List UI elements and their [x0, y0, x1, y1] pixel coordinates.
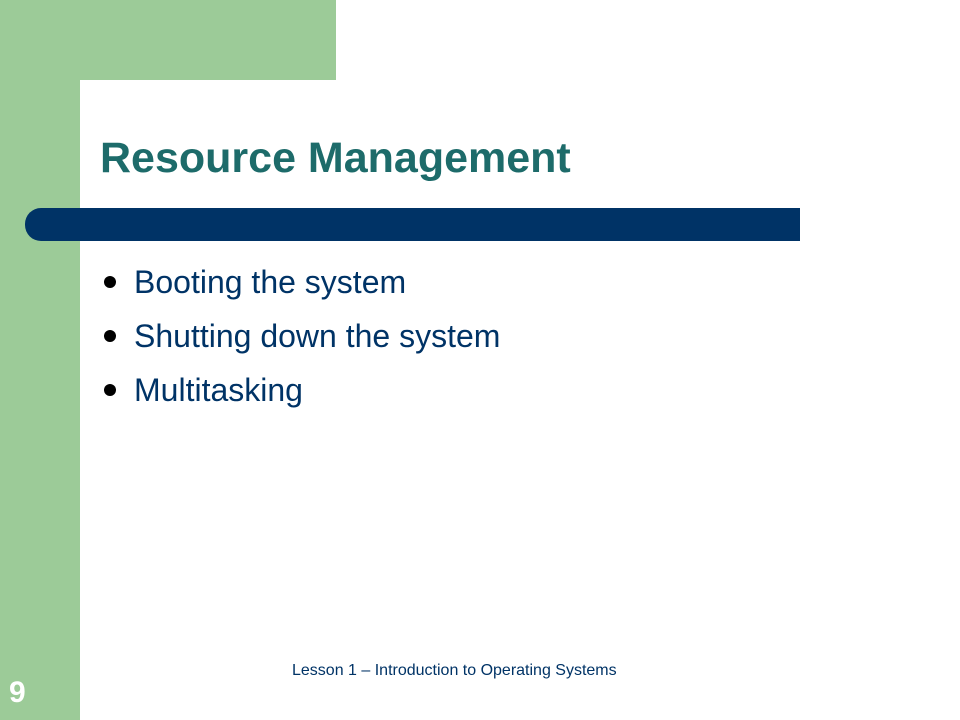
top-accent-block — [0, 0, 336, 80]
bullet-text: Multitasking — [134, 371, 303, 408]
bullet-item — [100, 363, 500, 417]
slide-footer: Lesson 1 – Introduction to Operating Systems — [292, 662, 617, 679]
slide-title: Resource Management — [100, 134, 571, 182]
bullet-text: Booting the system — [134, 263, 407, 300]
bullet-item — [100, 309, 500, 363]
slide-number: 9 — [9, 676, 26, 709]
bullet-list — [100, 255, 500, 417]
bullet-icon — [104, 330, 116, 342]
title-underline-bar — [25, 208, 800, 241]
left-accent-strip — [0, 0, 80, 720]
bullet-icon — [104, 276, 116, 288]
bullet-item — [100, 255, 500, 309]
bullet-icon — [104, 384, 116, 396]
bullet-text: Shutting down the system — [134, 317, 501, 354]
